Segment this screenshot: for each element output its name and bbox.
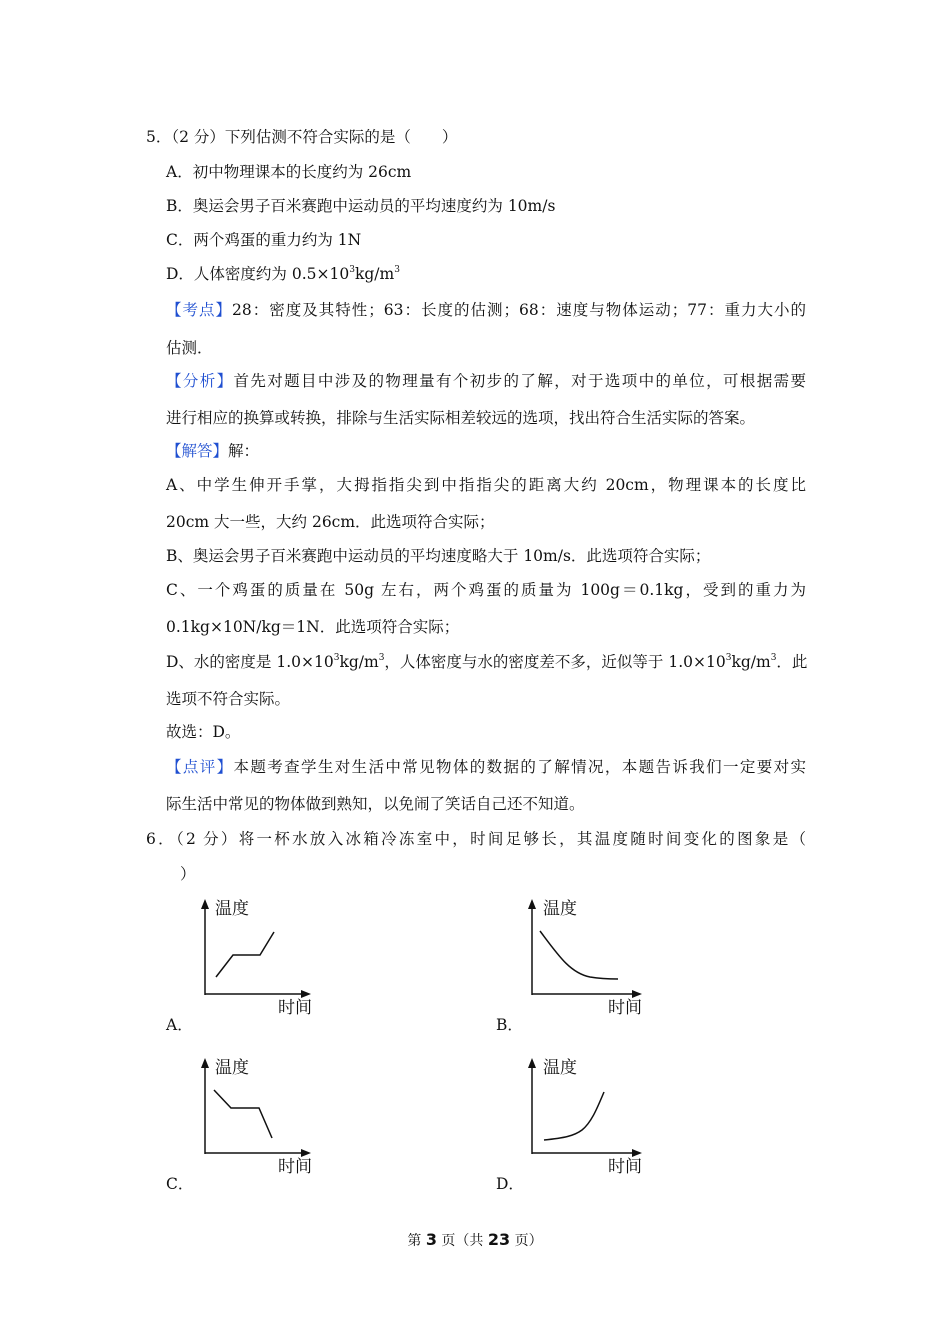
solution-c-line-1: C、一个鸡蛋的质量在 50g 左右，两个鸡蛋的质量为 100g＝0.1kg，受到的重力为	[166, 581, 806, 599]
page-total: 23	[487, 1230, 511, 1249]
kaodian-line-2: 估测．	[166, 339, 213, 357]
graph-b-ylabel: 温度	[543, 899, 577, 919]
graph-b-curve	[540, 931, 618, 979]
graph-b-label: B．	[496, 1016, 523, 1034]
q5-option-d: D．人体密度约为 $0.5\times 10^3kg/m^3$	[166, 264, 400, 283]
fenxi-line-1: 【分析】首先对题目中涉及的物理量有个初步的了解，对于选项中的单位，可根据需要	[166, 372, 806, 390]
page-number: 3	[425, 1230, 437, 1249]
fenxi-line-2: 进行相应的换算或转换，排除与生活实际相差较远的选项，找出符合生活实际的答案。	[166, 409, 756, 427]
graph-d-y-arrow	[528, 1058, 536, 1068]
kaodian-tag: 【考点】	[166, 301, 233, 319]
graph-a-x-arrow	[301, 990, 311, 998]
graph-a-curve	[216, 932, 274, 977]
graph-d-x-arrow	[632, 1149, 642, 1157]
graph-a-xlabel: 时间	[278, 998, 312, 1018]
graph-d-label: D．	[496, 1175, 524, 1193]
fenxi-tag: 【分析】	[166, 372, 234, 390]
jieda-tag: 【解答】	[166, 442, 229, 460]
graph-c-curve	[214, 1090, 272, 1138]
q6-stem-line-2: ）	[180, 865, 196, 883]
graph-c-y-arrow	[201, 1058, 209, 1068]
graph-c	[190, 1054, 312, 1179]
q5-option-a: A．初中物理课本的长度约为 26cm	[166, 163, 412, 181]
graph-a-y-arrow	[201, 899, 209, 909]
graph-d-curve	[544, 1092, 604, 1140]
jieda-line: 【解答】解：	[166, 442, 260, 460]
graph-c-x-arrow	[301, 1149, 311, 1157]
graph-b-y-arrow	[528, 899, 536, 909]
q5-option-b: B．奥运会男子百米赛跑中运动员的平均速度约为 10m/s	[166, 197, 556, 215]
solution-d-line-2: 选项不符合实际。	[166, 690, 291, 708]
kaodian-line-1: 【考点】28：密度及其特性；63：长度的估测；68：速度与物体运动；77：重力大小的	[166, 301, 806, 319]
graph-b	[520, 895, 642, 1020]
solution-a-line-2: 20cm 大一些，大约 26cm．此选项符合实际；	[166, 513, 495, 531]
graph-d-ylabel: 温度	[543, 1058, 577, 1078]
solution-d-line-1: D、水的密度是 $1.0\times 10^3kg/m^3$，人体密度与水的密度差不多，近似等于 $1.0\times 10^3kg/m^3$．此	[166, 652, 808, 671]
solution-a-line-1: A、中学生伸开手掌，大拇指指尖到中指指尖的距离大约 20cm，物理课本的长度比	[166, 476, 806, 494]
dianping-tag: 【点评】	[166, 758, 234, 776]
page-footer: 第 3 页（共 23 页）	[407, 1230, 543, 1249]
graph-a	[190, 895, 312, 1020]
graph-c-ylabel: 温度	[215, 1058, 249, 1078]
graph-c-xlabel: 时间	[278, 1157, 312, 1177]
dianping-line-1: 【点评】本题考查学生对生活中常见物体的数据的了解情况，本题告诉我们一定要对实	[166, 758, 806, 776]
graph-b-xlabel: 时间	[608, 998, 642, 1018]
graph-a-ylabel: 温度	[215, 899, 249, 919]
graph-d	[520, 1054, 642, 1179]
solution-b: B、奥运会男子百米赛跑中运动员的平均速度略大于 10m/s．此选项符合实际；	[166, 547, 711, 565]
graph-d-xlabel: 时间	[608, 1157, 642, 1177]
solution-c-line-2: 0.1kg×10N/kg＝1N．此选项符合实际；	[166, 618, 460, 636]
q5-option-c: C．两个鸡蛋的重力约为 1N	[166, 231, 362, 249]
q6-stem-line-1: 6．（2 分）将一杯水放入冰箱冷冻室中，时间足够长，其温度随时间变化的图象是（	[146, 830, 806, 848]
graph-b-x-arrow	[632, 990, 642, 998]
graph-c-label: C．	[166, 1175, 194, 1193]
dianping-line-2: 际生活中常见的物体做到熟知，以免闹了笑话自己还不知道。	[166, 795, 585, 813]
answer-line: 故选：D。	[166, 723, 241, 741]
q5-stem: 5．（2 分）下列估测不符合实际的是（ ）	[146, 128, 458, 146]
graph-a-label: A．	[166, 1016, 193, 1034]
